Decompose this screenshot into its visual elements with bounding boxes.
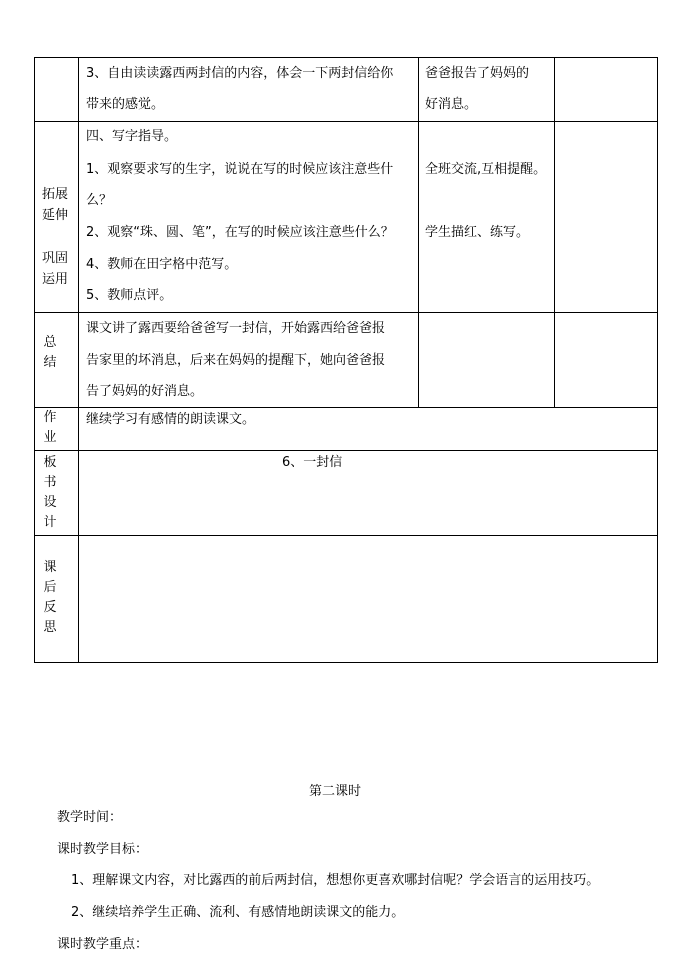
goals-label: 课时教学目标： xyxy=(57,842,149,857)
table-border-right xyxy=(657,57,658,663)
row3-line3: 告了妈妈的好消息。 xyxy=(86,384,204,399)
table-row-top xyxy=(34,57,658,58)
goal-item-2: 2、继续培养学生正确、流利、有感情地朗读课文的能力。 xyxy=(71,905,405,920)
row6-label: 课 后 反 思 xyxy=(43,560,57,635)
table-row-bottom xyxy=(34,662,658,663)
row2-item2: 2、观察“珠、圆、笔”，在写的时候应该注意些什么？ xyxy=(86,225,394,240)
row2-item4: 5、教师点评。 xyxy=(86,288,173,303)
table-border-left xyxy=(34,57,35,663)
focus-label: 课时教学重点： xyxy=(57,937,149,952)
row1-student-line1: 爸爸报告了妈妈的 xyxy=(425,66,530,81)
row2-student-a: 全班交流,互相提醒。 xyxy=(425,162,547,177)
row3-label: 总 结 xyxy=(43,335,57,370)
time-label: 教学时间： xyxy=(57,810,123,825)
page-title: 第二课时 xyxy=(309,784,362,799)
row2-label-a1: 拓展 xyxy=(42,187,69,202)
goal-item-1: 1、理解课文内容，对比露西的前后两封信，想想你更喜欢哪封信呢？学会语言的运用技巧。 xyxy=(71,873,600,888)
table-row-line-4 xyxy=(34,450,658,451)
row3-line1: 课文讲了露西要给爸爸写一封信，开始露西给爸爸报 xyxy=(86,321,386,336)
row2-item3: 4、教师在田字格中范写。 xyxy=(86,257,238,272)
table-divider-student xyxy=(554,57,555,408)
table-divider-content xyxy=(418,57,419,408)
row4-label: 作 业 xyxy=(43,410,57,445)
table-row-line-5 xyxy=(34,535,658,536)
row3-line2: 告家里的坏消息，后来在妈妈的提醒下，她向爸爸报 xyxy=(86,353,386,368)
row5-label: 板 书 设 计 xyxy=(43,455,57,530)
row2-label-b2: 运用 xyxy=(42,272,69,287)
row2-heading: 四、写字指导。 xyxy=(86,129,178,144)
row5-text: 6、一封信 xyxy=(282,455,343,470)
row2-student-b: 学生描红、练写。 xyxy=(425,225,530,240)
row1-process-line2: 带来的感觉。 xyxy=(86,97,165,112)
table-row-line-2 xyxy=(34,312,658,313)
row4-text: 继续学习有感情的朗读课文。 xyxy=(86,412,256,427)
row2-label-a2: 延伸 xyxy=(42,208,69,223)
row1-student-line2: 好消息。 xyxy=(425,97,478,112)
table-row-line-3 xyxy=(34,407,658,408)
table-row-line-1 xyxy=(34,121,658,122)
row2-item1-line2: 么？ xyxy=(86,193,113,208)
row1-process-line1: 3、自由读读露西两封信的内容，体会一下两封信给你 xyxy=(86,66,394,81)
table-divider-label xyxy=(78,57,79,663)
row2-item1-line1: 1、观察要求写的生字，说说在写的时候应该注意些什 xyxy=(86,162,394,177)
row2-label-b1: 巩固 xyxy=(42,251,69,266)
